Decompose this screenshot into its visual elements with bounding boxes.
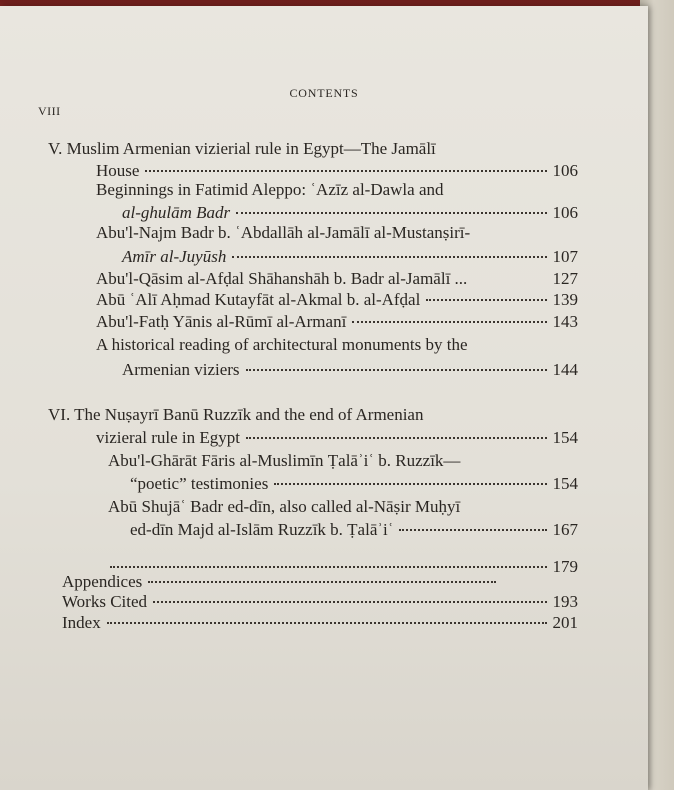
entry-1-line-1: Beginnings in Fatimid Aleppo: ʿAzīz al-Dawla and — [96, 180, 444, 199]
index-entry — [62, 613, 578, 633]
entry-8-line-2 — [130, 520, 578, 540]
chapter-6-title-line-1: VI. The Nuṣayrī Banū Ruzzīk and the end of Armenian — [48, 405, 424, 424]
entry-5-title: Abu'l-Fatḥ Yānis al-Rūmī al-Armanī — [96, 312, 347, 331]
entry-7-title-cont: “poetic” testimonies — [130, 474, 269, 493]
entry-6-line-2 — [122, 360, 578, 380]
entry-4 — [96, 290, 578, 310]
chapter-5-title-line-2 — [96, 161, 578, 181]
entry-8-line-1: Abū Shujāʿ Badr ed-dīn, also called al-Nāṣir Muḥyī — [108, 497, 461, 516]
appendices-entry — [62, 572, 502, 592]
chapter-6-title-cont: vizieral rule in Egypt — [96, 428, 240, 447]
entry-1-page: 106 — [552, 203, 578, 222]
chapter-6-title-line-2 — [96, 428, 578, 448]
dot-leader — [246, 369, 547, 371]
chapter-5-title-cont: House — [96, 161, 140, 180]
works-cited-page: 193 — [552, 592, 578, 611]
appendices-label: Appendices — [62, 572, 143, 591]
dot-leader — [107, 622, 547, 624]
entry-7-page: 154 — [552, 474, 578, 493]
entry-3 — [96, 269, 578, 289]
entry-5-page: 143 — [552, 312, 578, 331]
works-cited-label: Works Cited — [62, 592, 148, 611]
entry-2-title-cont: Amīr al-Juyūsh — [122, 247, 227, 266]
chapter-6-page: 154 — [552, 428, 578, 447]
dot-leader — [236, 212, 546, 214]
entry-2-line-2 — [122, 247, 578, 267]
entry-8-title-cont: ed-dīn Majd al-Islām Ruzzīk b. Ṭalāʾiʿ — [130, 520, 394, 539]
entry-4-title: Abū ʿAlī Aḥmad Kutayfāt al-Akmal b. al-Afḍal — [96, 290, 421, 309]
works-cited-entry — [62, 592, 578, 612]
dot-leader — [399, 529, 546, 531]
entry-3-page: 127 — [552, 269, 578, 288]
dot-leader — [145, 170, 546, 172]
entry-7-line-1: Abu'l-Ghārāt Fāris al-Muslimīn Ṭalāʾiʿ b. Ruzzīk— — [108, 451, 461, 470]
entry-7-line-2 — [130, 474, 578, 494]
entry-6-title-cont: Armenian viziers — [122, 360, 240, 379]
dot-leader — [426, 299, 546, 301]
dot-leader — [232, 256, 546, 258]
running-head: CONTENTS — [289, 86, 359, 100]
chapter-5-title-line-1: V. Muslim Armenian vizierial rule in Egypt—The Jamālī — [48, 139, 436, 158]
entry-8-page: 167 — [552, 520, 578, 539]
dot-leader — [274, 483, 546, 485]
entry-3-title: Abu'l-Qāsim al-Afḍal Shāhanshāh b. Badr al-Jamālī ... — [96, 269, 468, 288]
dot-leader — [110, 566, 547, 568]
dot-leader — [352, 321, 546, 323]
dot-leader — [153, 601, 546, 603]
entry-6-page: 144 — [552, 360, 578, 379]
entry-4-page: 139 — [552, 290, 578, 309]
entry-2-page: 107 — [552, 247, 578, 266]
chapter-5-page: 106 — [552, 161, 578, 180]
book-page — [0, 6, 648, 790]
dot-leader — [148, 581, 496, 583]
index-label: Index — [62, 613, 101, 632]
entry-1-title-cont: al-ghulām Badr — [122, 203, 231, 222]
entry-6-line-1: A historical reading of architectural monuments by the — [96, 335, 468, 354]
entry-1-line-2 — [122, 203, 578, 223]
index-page: 201 — [552, 613, 578, 632]
page-number: VIII — [38, 104, 61, 118]
appendices-page: 179 — [552, 557, 578, 576]
dot-leader — [246, 437, 547, 439]
entry-2-line-1: Abu'l-Najm Badr b. ʿAbdallāh al-Jamālī al-Mustanṣirī- — [96, 223, 471, 242]
entry-5 — [96, 312, 578, 332]
